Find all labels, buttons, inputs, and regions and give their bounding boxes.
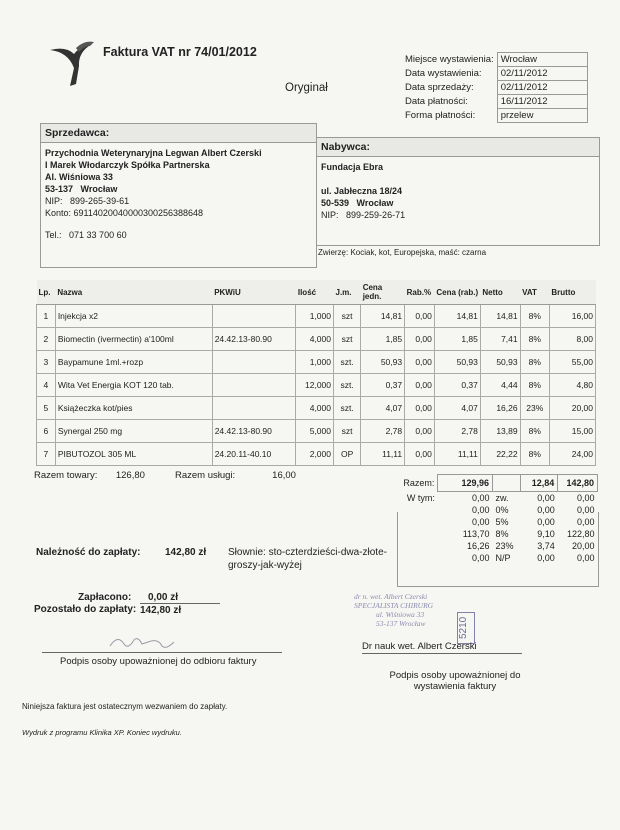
table-row [37, 305, 596, 328]
remaining-label: Pozostało do zapłaty: [34, 604, 137, 615]
table-cell: 2,78 [434, 420, 480, 443]
buyer-street: ul. Jabłeczna 18/24 [321, 186, 403, 196]
animal-info: Zwierzę: Kociak, kot, Europejska, maść: czarna [318, 248, 487, 257]
table-cell: 4,80 [549, 374, 595, 397]
meta-label: Data sprzedaży: [405, 82, 474, 93]
table-cell: 0,37 [361, 374, 405, 397]
sum-price: 129,96 [438, 475, 493, 492]
table-cell: 8% [520, 351, 549, 374]
table-cell: 14,81 [434, 305, 480, 328]
col-header: Lp. [37, 280, 56, 305]
seller-account [45, 207, 312, 219]
table-cell: 7 [37, 443, 56, 466]
breakdown-cell: 113,70 [462, 529, 490, 539]
table-cell: 0,00 [405, 374, 435, 397]
table-cell: 8% [520, 374, 549, 397]
col-header: Cena (rab.) [434, 280, 480, 305]
meta-value: Wrocław [497, 53, 587, 67]
seller-name: Przychodnia Weterynaryjna Legwan Albert Czerski [45, 148, 262, 158]
receiver-signature-line [42, 652, 282, 653]
breakdown-cell: N/P [495, 553, 511, 563]
table-cell [212, 397, 296, 420]
table-cell: 5,000 [296, 420, 334, 443]
amount-due-label: Należność do zapłaty: [36, 547, 141, 558]
table-cell: 24.42.13-80.90 [212, 328, 296, 351]
table-cell: szt. [334, 351, 361, 374]
col-header: VAT [520, 280, 549, 305]
breakdown-cell: 0,00 [576, 493, 595, 503]
table-cell: Baypamune 1ml.+rozp [55, 351, 212, 374]
meta-label: Data wystawienia: [405, 68, 482, 79]
col-header: Brutto [549, 280, 595, 305]
table-cell: 1,85 [361, 328, 405, 351]
table-cell: 4 [37, 374, 56, 397]
table-cell: 0,00 [405, 328, 435, 351]
table-cell: 8% [520, 305, 549, 328]
buyer-name: Fundacja Ebra [321, 162, 384, 172]
bird-logo-icon [46, 38, 96, 88]
table-cell [212, 374, 296, 397]
stamp-number: 5210 [457, 612, 475, 644]
copy-label: Oryginał [285, 82, 328, 94]
doctor-stamp [354, 592, 433, 628]
amount-due-value: 142,80 zł [165, 547, 207, 558]
final-notice: Niniejsza faktura jest ostatecznym wezwaniem do zapłaty. [22, 702, 228, 711]
table-cell: OP [334, 443, 361, 466]
table-cell: 0,00 [405, 420, 435, 443]
breakdown-cell: 0,00 [576, 505, 595, 515]
breakdown-cell: 9,10 [537, 529, 555, 539]
buyer-city-line [321, 197, 595, 209]
table-cell: 13,89 [480, 420, 520, 443]
table-cell: PIBUTOZOL 305 ML [55, 443, 212, 466]
table-cell: 6 [37, 420, 56, 443]
seller-street: Al. Wiśniowa 33 [45, 172, 113, 182]
table-cell: 22,22 [480, 443, 520, 466]
breakdown-cell: 23% [495, 541, 514, 551]
seller-postal: 53-137 [45, 184, 74, 194]
breakdown-cell: 16,26 [467, 541, 490, 551]
meta-value: 02/11/2012 [497, 81, 587, 95]
table-row [37, 443, 596, 466]
table-cell: 16,26 [480, 397, 520, 420]
seller-heading: Sprzedawca: [41, 124, 316, 143]
table-row [37, 351, 596, 374]
phone-label: Tel.: [45, 230, 62, 240]
table-cell: 1 [37, 305, 56, 328]
table-cell: 2,000 [296, 443, 334, 466]
breakdown-cell: 0,00 [537, 505, 555, 515]
breakdown-cell: 0,00 [576, 553, 595, 563]
paid-value: 0,00 zł [148, 592, 179, 603]
buyer-box [316, 137, 600, 246]
items-table [36, 280, 596, 466]
table-cell: szt. [334, 374, 361, 397]
table-cell: szt [334, 328, 361, 351]
sum-row [398, 475, 598, 492]
stamp-line: 53-137 Wrocław [376, 619, 426, 628]
breakdown-cell: 122,80 [566, 529, 595, 539]
table-cell: 24.42.13-80.90 [212, 420, 296, 443]
meta-value: przelew [497, 109, 587, 123]
issuer-signature-line [362, 653, 522, 654]
table-header-row [37, 280, 596, 305]
col-header: Netto [480, 280, 520, 305]
table-cell: Injekcja x2 [55, 305, 212, 328]
table-cell: 4,000 [296, 328, 334, 351]
table-cell: 1,000 [296, 351, 334, 374]
breakdown-cell: 0% [495, 505, 509, 515]
stamp-line: ul. Wiśniowa 33 [376, 610, 425, 619]
account-value: 69114020040000300256388648 [73, 208, 204, 218]
table-cell: 8% [520, 420, 549, 443]
invoice-meta [402, 52, 588, 123]
table-cell: 23% [520, 397, 549, 420]
buyer-nip [321, 209, 595, 221]
account-label: Konto: [45, 208, 72, 218]
table-cell: szt [334, 420, 361, 443]
receiver-signature-caption: Podpis osoby upoważnionej do odbioru faktury [60, 656, 257, 667]
table-cell: 24,00 [549, 443, 595, 466]
breakdown-cell: 8% [495, 529, 509, 539]
breakdown-cell: 0,00 [537, 493, 555, 503]
words-line-1: sto-czterdzieści-dwa-złote- [268, 547, 387, 558]
col-header: J.m. [334, 280, 361, 305]
vat-breakdown-row [398, 492, 598, 505]
buyer-postal: 50-539 [321, 198, 350, 208]
table-cell: 3 [37, 351, 56, 374]
seller-city: Wrocław [80, 184, 118, 194]
table-cell: Książeczka kot/pies [55, 397, 212, 420]
table-cell: 7,41 [480, 328, 520, 351]
table-cell: 2,78 [361, 420, 405, 443]
col-header: Nazwa [55, 280, 212, 305]
table-row [37, 420, 596, 443]
col-header: Rab.% [405, 280, 435, 305]
goods-value: 126,80 [115, 470, 145, 481]
issuer-signature-caption [380, 670, 530, 692]
sum-label: Razem: [403, 478, 435, 488]
table-cell: szt [334, 305, 361, 328]
nip-value: 899-265-39-61 [70, 196, 130, 206]
words-label: Słownie: [228, 547, 266, 558]
table-cell: 0,00 [405, 351, 435, 374]
table-cell: 14,81 [480, 305, 520, 328]
buyer-heading: Nabywca: [317, 138, 599, 157]
nip-label: NIP: [321, 210, 339, 220]
table-cell: 0,00 [405, 443, 435, 466]
issuer-caption-1: Podpis osoby upoważnionej do [389, 670, 521, 681]
breakdown-label: W tym: [406, 492, 435, 503]
table-cell: 24.20.11-40.10 [212, 443, 296, 466]
table-cell: Wita Vet Energia KOT 120 tab. [55, 374, 212, 397]
breakdown-cell: 0,00 [537, 517, 555, 527]
services-label: Razem usługi: [175, 470, 236, 481]
meta-value: 16/11/2012 [497, 95, 587, 109]
breakdown-cell: 5% [495, 517, 509, 527]
breakdown-cell: 0,00 [472, 505, 490, 515]
breakdown-cell: 0,00 [472, 517, 490, 527]
meta-label: Forma płatności: [405, 110, 476, 121]
buyer-city: Wrocław [356, 198, 394, 208]
doctor-name: Dr nauk wet. Albert Czerski [362, 641, 477, 652]
table-cell: 2 [37, 328, 56, 351]
breakdown-cell: 0,00 [472, 553, 490, 563]
table-cell [212, 351, 296, 374]
table-cell: 15,00 [549, 420, 595, 443]
goods-total [34, 470, 145, 481]
words-line-2: groszy-jak-wyżej [228, 560, 302, 571]
table-cell: 4,07 [361, 397, 405, 420]
invoice-title: Faktura VAT nr 74/01/2012 [103, 45, 257, 59]
breakdown-cell: zw. [495, 493, 509, 503]
table-cell: 0,37 [434, 374, 480, 397]
breakdown-cell: 0,00 [576, 517, 595, 527]
col-header: Ilość [296, 280, 334, 305]
meta-label: Miejsce wystawienia: [405, 54, 494, 65]
seller-box [40, 123, 317, 268]
table-cell: 4,07 [434, 397, 480, 420]
printout-note: Wydruk z programu Klinika XP. Koniec wydruku. [22, 728, 182, 737]
amount-in-words [228, 547, 387, 558]
table-cell: 50,93 [434, 351, 480, 374]
table-cell: szt. [334, 397, 361, 420]
seller-city-line [45, 183, 312, 195]
table-cell: 8% [520, 443, 549, 466]
issuer-caption-2: wystawienia faktury [413, 681, 497, 692]
table-cell: 50,93 [480, 351, 520, 374]
table-cell: 0,00 [405, 305, 435, 328]
table-row [37, 374, 596, 397]
nip-value: 899-259-26-71 [346, 210, 406, 220]
breakdown-cell: 3,74 [537, 541, 555, 551]
col-header: Cena jedn. [361, 280, 405, 305]
table-cell: 8,00 [549, 328, 595, 351]
table-cell: Synergal 250 mg [55, 420, 212, 443]
breakdown-cell: 20,00 [571, 541, 595, 551]
goods-label: Razem towary: [34, 470, 98, 481]
table-cell: 4,000 [296, 397, 334, 420]
services-total [175, 470, 296, 481]
table-cell: 11,11 [434, 443, 480, 466]
services-value: 16,00 [272, 470, 296, 481]
table-cell: 11,11 [361, 443, 405, 466]
stamp-line: dr n. wet. Albert Czerski [354, 592, 428, 601]
meta-label: Data płatności: [405, 96, 468, 107]
sum-vat: 12,84 [520, 475, 557, 492]
handwritten-signature-icon [108, 632, 178, 654]
table-cell: 5 [37, 397, 56, 420]
meta-value: 02/11/2012 [497, 67, 587, 81]
table-row [37, 328, 596, 351]
vat-breakdown-frame [397, 512, 599, 587]
table-cell: 14,81 [361, 305, 405, 328]
phone-value: 071 33 700 60 [69, 230, 127, 240]
table-cell: 12,000 [296, 374, 334, 397]
nip-label: NIP: [45, 196, 63, 206]
table-cell: 0,00 [405, 397, 435, 420]
table-cell: 1,85 [434, 328, 480, 351]
seller-nip [45, 195, 312, 207]
col-header: PKWiU [212, 280, 296, 305]
seller-name-2: I Marek Włodarczyk Spółka Partnerska [45, 160, 210, 170]
table-cell: 16,00 [549, 305, 595, 328]
remaining-value: 142,80 zł [140, 603, 220, 616]
table-cell: 20,00 [549, 397, 595, 420]
table-cell [212, 305, 296, 328]
table-cell: 50,93 [361, 351, 405, 374]
table-row [37, 397, 596, 420]
table-cell: 1,000 [296, 305, 334, 328]
breakdown-cell: 0,00 [472, 493, 490, 503]
sum-gross: 142,80 [558, 475, 598, 492]
table-cell: 8% [520, 328, 549, 351]
paid-label: Zapłacono: [78, 592, 132, 603]
stamp-line: SPECJALISTA CHIRURG [354, 601, 434, 610]
table-cell: 55,00 [549, 351, 595, 374]
table-cell: Biomectin (ivermectin) a'100ml [55, 328, 212, 351]
seller-phone [45, 229, 312, 241]
breakdown-cell: 0,00 [537, 553, 555, 563]
table-cell: 4,44 [480, 374, 520, 397]
